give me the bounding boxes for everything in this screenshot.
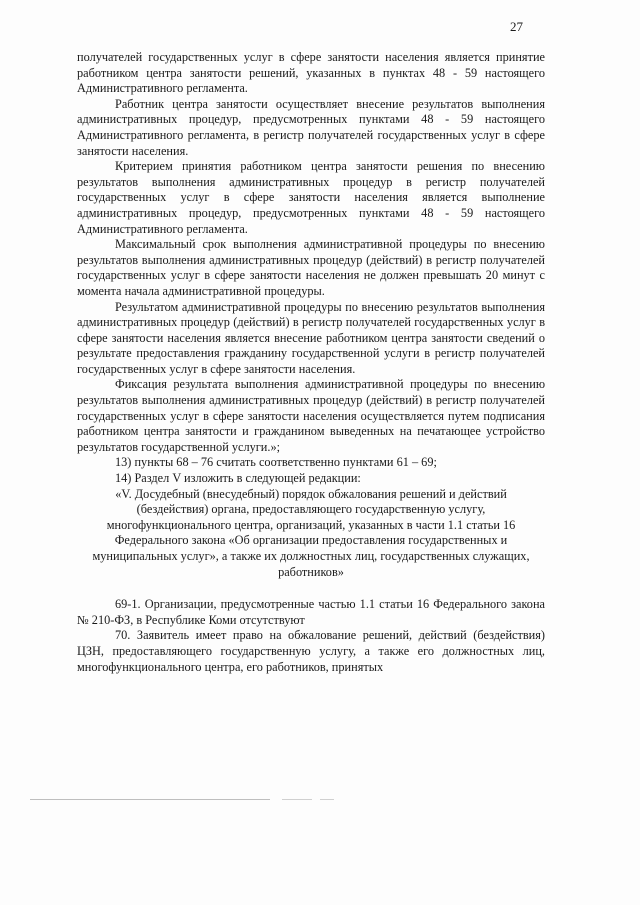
scan-artifact-dash <box>320 799 334 800</box>
paragraph-70: 70. Заявитель имеет право на обжалование решений, действий (бездействия) ЦЗН, предоставляющего государственную услугу, а также его должностных лиц, многофункционального центра, его работников, принятых <box>77 628 545 674</box>
section-heading: «V. Досудебный (внесудебный) порядок обжалования решений и действий (бездействия) органа, предоставляющего государственную услугу, многофункционального центра, организаций, указанных в части 1.1 статьи 16 Федерального закона «Об организации предоставления государственных и муниципальных услуг», а также их должностных лиц, государственных служащих, работников» <box>92 486 530 579</box>
paragraph-register-entry: Работник центра занятости осуществляет внесение результатов выполнения административных процедур, предусмотренных пунктами 48 - 59 настоящего Административного регламента, в регистр получателей государственных услуг в сфере занятости населения. <box>77 96 545 158</box>
page-number: 27 <box>510 19 523 34</box>
paragraph-decision-criterion: Критерием принятия работником центра занятости решения по внесению результатов выполнения административных процедур в регистр получателей государственных услуг в сфере занятости населения является выполнение административных процедур, предусмотренных пунктами 48 - 59 настоящего Административного регламента. <box>77 159 545 236</box>
paragraph-continuation: получателей государственных услуг в сфере занятости населения является принятие работником центра занятости решений, указанных в пунктах 48 - 59 настоящего Административного регламента. <box>77 50 545 96</box>
section-gap <box>77 580 545 597</box>
paragraph-69-1: 69-1. Организации, предусмотренные частью 1.1 статьи 16 Федерального закона № 210-ФЗ, в Республике Коми отсутствуют <box>77 597 545 627</box>
list-item-section-v: 14) Раздел V изложить в следующей редакции: <box>115 471 361 486</box>
scan-artifact-line <box>30 799 270 800</box>
paragraph-max-duration: Максимальный срок выполнения административной процедуры по внесению результатов выполнения административных процедур (действий) в регистр получателей государственных услуг в сфере занятости населения не должен превышать 20 минут с момента начала административной процедуры. <box>77 237 545 298</box>
paragraph-procedure-result: Результатом административной процедуры по внесению результатов выполнения административных процедур (действий) в регистр получателей государственных услуг в сфере занятости населения является внесение работником центра занятости сведений о результате предоставления гражданину государственной услуги в регистр получателей государственных услуг в сфере занятости населения. <box>77 299 545 376</box>
paragraph-result-fixation: Фиксация результата выполнения административной процедуры по внесению результатов выполнения административных процедур (действий) в регистр получателей государственных услуг в сфере занятости населения осуществляется путем подписания работником центра занятости и гражданином выведенных на печатающее устройство результатов государственной услуги.»; <box>77 377 545 454</box>
document-body <box>77 50 545 675</box>
list-item-renumber: 13) пункты 68 – 76 считать соответственно пунктами 61 – 69; <box>115 455 437 470</box>
scan-artifact-dash <box>282 799 312 800</box>
